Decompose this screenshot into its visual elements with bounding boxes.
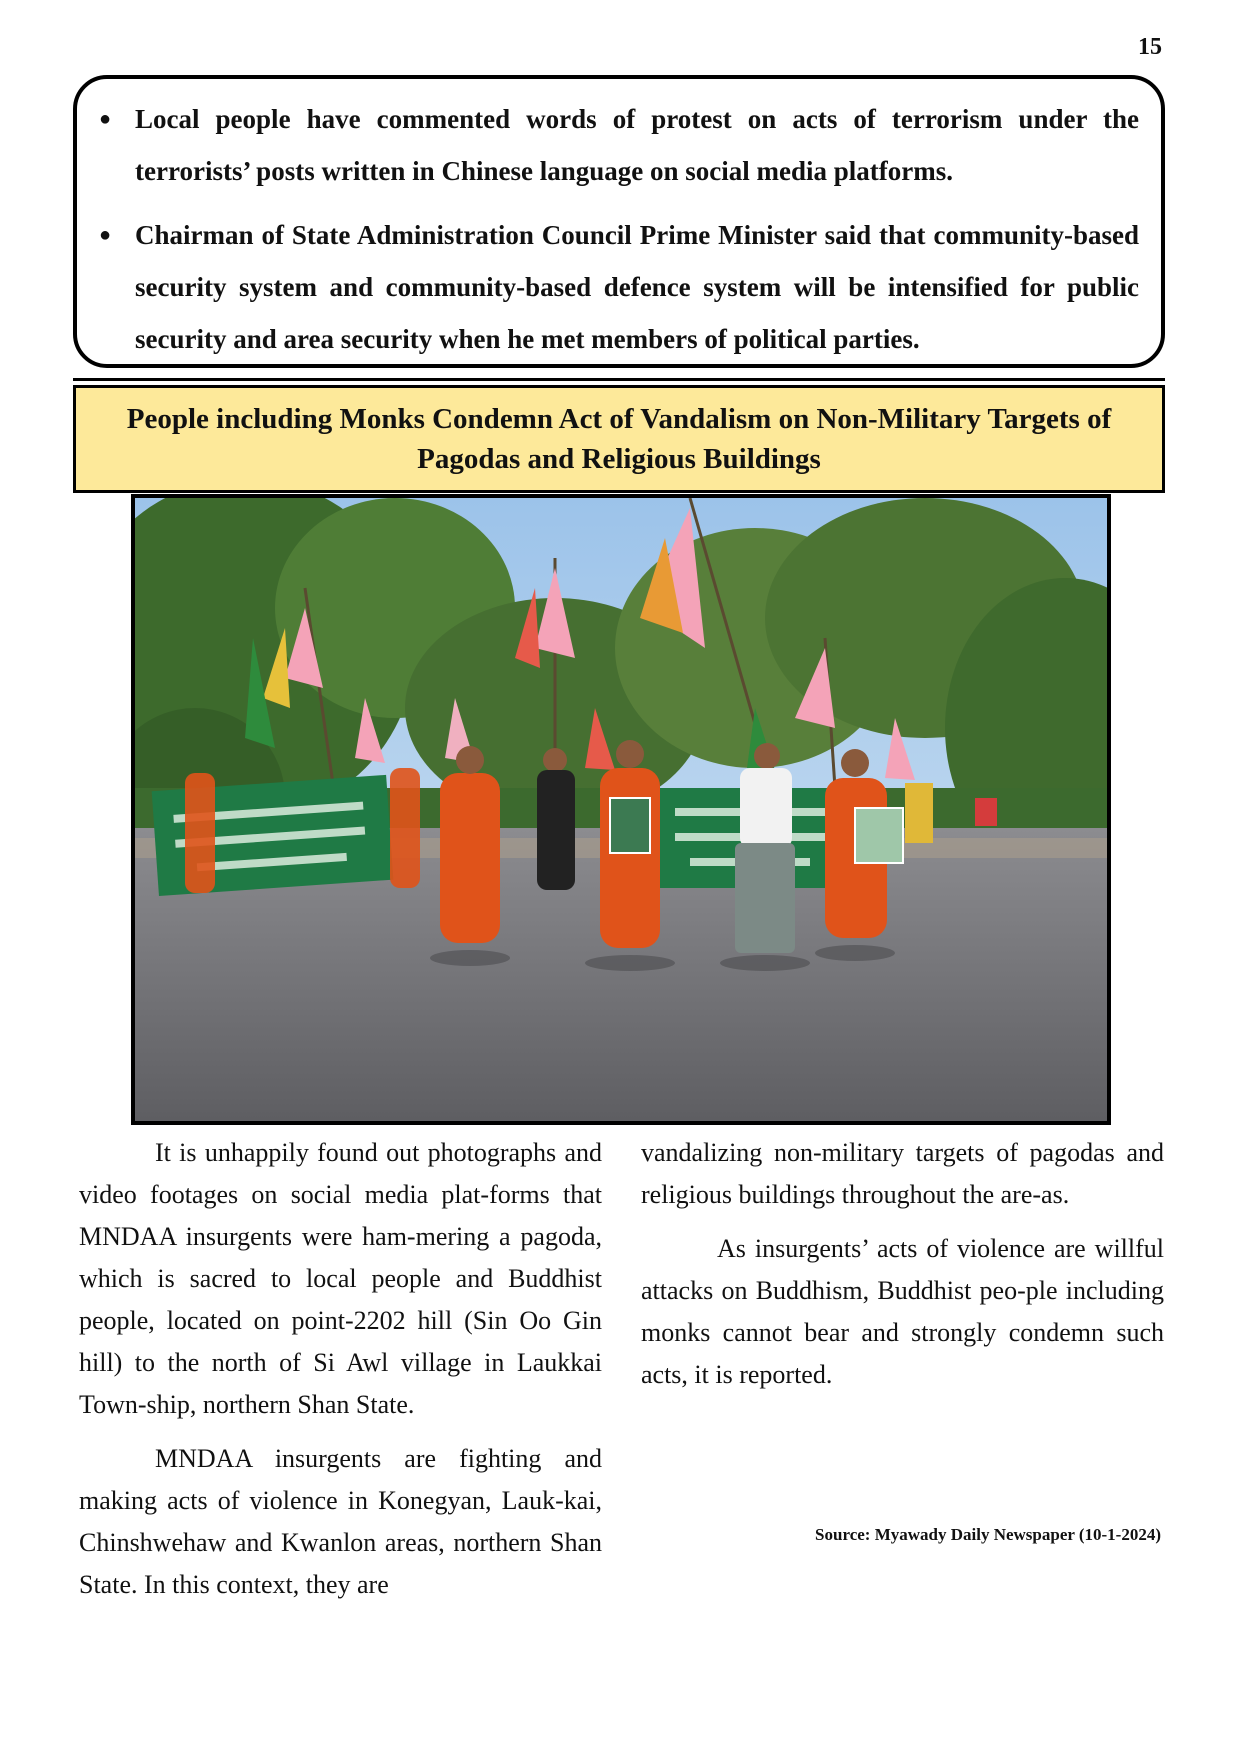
source-credit: Source: Myawady Daily Newspaper (10-1-2024): [815, 1525, 1161, 1544]
highlight-text: Chairman of State Administration Council Prime Minister said that community-based security system and community-based defence system will be intensified for public security and area security when he met members of political parties.: [135, 220, 1139, 354]
article-column-left: [79, 1132, 602, 1618]
article-headline: People including Monks Condemn Act of Vandalism on Non-Military Targets of Pagodas and Religious Buildings: [73, 385, 1165, 493]
bullet-icon: ●: [99, 224, 112, 246]
highlight-item: [99, 209, 1139, 365]
article-column-right: [641, 1132, 1164, 1408]
page-number: 15: [1138, 34, 1162, 60]
highlight-item: [99, 93, 1139, 197]
paragraph: As insurgents’ acts of violence are willful attacks on Buddhism, Buddhist peo-ple including monks cannot bear and strongly condemn such acts, it is reported.: [641, 1234, 1164, 1389]
highlight-text: Local people have commented words of protest on acts of terrorism under the terrorists’ posts written in Chinese language on social media platforms.: [135, 104, 1139, 186]
paragraph: It is unhappily found out photographs and video footages on social media plat-forms that MNDAA insurgents were ham-mering a pagoda, which is sacred to local people and Buddhist people, located on point-2202 hill (Sin Oo Gin hill) to the north of Si Awl village in Laukkai Town-ship, northern Shan State.: [79, 1138, 602, 1419]
paragraph: vandalizing non-military targets of pagodas and religious buildings throughout the are-as.: [641, 1138, 1164, 1209]
monks-march-photo: [135, 498, 1107, 1121]
paragraph: MNDAA insurgents are fighting and making acts of violence in Konegyan, Lauk-kai, Chinshwehaw and Kwanlon areas, northern Shan State. In this context, they are: [79, 1444, 602, 1599]
article-photo: [131, 494, 1111, 1125]
highlights-box: [73, 75, 1165, 368]
divider-line: [73, 378, 1165, 381]
bullet-icon: ●: [99, 108, 112, 130]
